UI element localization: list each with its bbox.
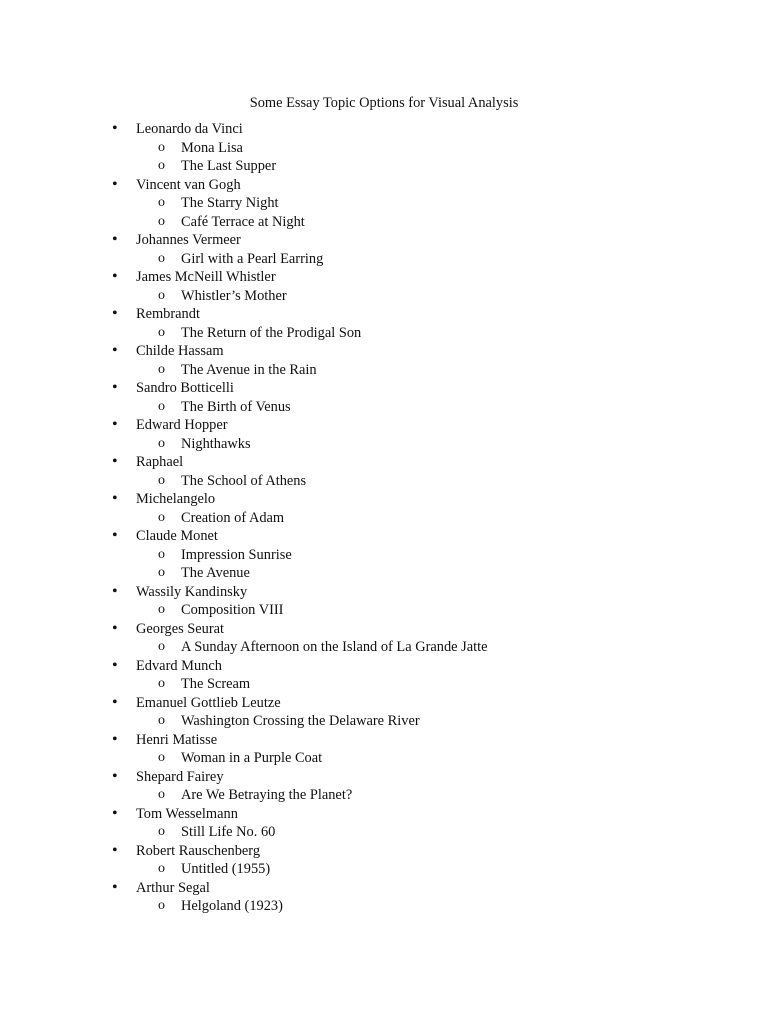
artist-item <box>0 842 768 879</box>
work-title: Composition VIII <box>181 602 284 618</box>
artist-item <box>0 805 768 842</box>
bullet-icon: • <box>112 693 118 711</box>
work-item <box>136 472 768 491</box>
artist-name: Claude Monet <box>136 528 218 544</box>
work-item <box>136 435 768 454</box>
works-list <box>136 823 768 842</box>
works-list <box>136 860 768 879</box>
bullet-icon: • <box>112 767 118 785</box>
bullet-icon: • <box>112 841 118 859</box>
works-list <box>136 509 768 528</box>
artist-name: Arthur Segal <box>136 879 210 896</box>
bullet-icon: • <box>112 231 118 248</box>
work-title: Creation of Adam <box>181 509 285 526</box>
works-list <box>136 398 768 417</box>
work-title: The Last Supper <box>181 158 277 174</box>
sub-bullet-icon: o <box>158 509 165 525</box>
bullet-icon: • <box>112 120 118 137</box>
artist-name: Vincent van Gogh <box>136 176 241 193</box>
artist-name: Wassily Kandinsky <box>136 583 248 600</box>
artist-item <box>0 768 768 805</box>
work-item <box>136 638 768 657</box>
sub-bullet-icon: o <box>158 898 165 913</box>
work-item <box>136 509 768 528</box>
work-title: Mona Lisa <box>181 139 243 156</box>
artist-item <box>0 620 768 657</box>
sub-bullet-icon: o <box>158 398 165 414</box>
bullet-icon: • <box>112 527 118 544</box>
artist-item <box>0 231 768 268</box>
work-title: Café Terrace at Night <box>181 213 305 230</box>
sub-bullet-icon: o <box>158 287 165 303</box>
work-title: The Avenue <box>181 565 250 581</box>
bullet-icon: • <box>112 416 118 433</box>
works-list <box>136 749 768 768</box>
artist-item <box>0 379 768 416</box>
work-title: Girl with a Pearl Earring <box>181 250 324 267</box>
work-item <box>136 213 768 232</box>
bullet-icon: • <box>112 582 118 600</box>
work-title: Woman in a Purple Coat <box>181 750 323 766</box>
work-item <box>136 712 768 731</box>
bullet-icon: • <box>112 619 118 637</box>
artist-item <box>0 305 768 342</box>
works-list <box>136 194 768 231</box>
work-item <box>136 601 768 620</box>
work-item <box>136 823 768 842</box>
work-item <box>136 564 768 583</box>
sub-bullet-icon: o <box>158 195 165 210</box>
works-list <box>136 287 768 306</box>
work-item <box>136 786 768 805</box>
page-title: Some Essay Topic Options for Visual Analysis <box>249 95 519 111</box>
artist-item <box>0 879 768 916</box>
works-list <box>136 601 768 620</box>
bullet-icon: • <box>112 175 118 193</box>
works-list <box>136 786 768 805</box>
bullet-icon: • <box>112 878 118 896</box>
artist-item <box>0 694 768 731</box>
work-title: Whistler’s Mother <box>181 287 287 304</box>
artist-name: Emanuel Gottlieb Leutze <box>136 694 281 711</box>
work-title: Washington Crossing the Delaware River <box>181 713 420 729</box>
sub-bullet-icon: o <box>158 787 165 802</box>
work-title: Helgoland (1923) <box>181 898 283 914</box>
work-item <box>136 287 768 306</box>
work-item <box>136 324 768 343</box>
artist-item <box>0 176 768 232</box>
artist-item <box>0 490 768 527</box>
work-title: Untitled (1955) <box>181 861 271 877</box>
sub-bullet-icon: o <box>158 676 165 691</box>
work-item <box>136 749 768 768</box>
works-list <box>136 638 768 657</box>
artist-name: Edward Hopper <box>136 417 228 433</box>
sub-bullet-icon: o <box>158 861 165 876</box>
bullet-icon: • <box>112 656 118 674</box>
works-list <box>136 250 768 269</box>
work-title: The School of Athens <box>181 472 307 489</box>
sub-bullet-icon: o <box>158 139 165 155</box>
sub-bullet-icon: o <box>158 250 165 266</box>
artist-name: Leonardo da Vinci <box>136 121 243 137</box>
sub-bullet-icon: o <box>158 824 165 839</box>
bullet-icon: • <box>112 305 118 322</box>
artist-item <box>0 453 768 490</box>
sub-bullet-icon: o <box>158 639 165 654</box>
sub-bullet-icon: o <box>158 472 165 488</box>
bullet-icon: • <box>112 730 118 748</box>
work-item <box>136 361 768 380</box>
artist-item <box>0 731 768 768</box>
artist-name: Childe Hassam <box>136 343 224 359</box>
sub-bullet-icon: o <box>158 324 165 340</box>
work-item <box>136 897 768 916</box>
work-item <box>136 250 768 269</box>
artist-name: Georges Seurat <box>136 620 225 637</box>
works-list <box>136 472 768 491</box>
work-item <box>136 139 768 158</box>
work-title: Are We Betraying the Planet? <box>181 787 353 803</box>
work-title: The Birth of Venus <box>181 398 291 415</box>
artist-name: Michelangelo <box>136 491 216 507</box>
bullet-icon: • <box>112 804 118 822</box>
work-item <box>136 675 768 694</box>
artist-item <box>0 583 768 620</box>
bullet-icon: • <box>112 453 118 470</box>
works-list <box>136 675 768 694</box>
artist-name: Shepard Fairey <box>136 768 224 785</box>
artist-name: James McNeill Whistler <box>136 269 276 285</box>
work-item <box>136 860 768 879</box>
sub-bullet-icon: o <box>158 435 165 451</box>
artist-item <box>0 527 768 583</box>
work-title: Nighthawks <box>181 435 251 452</box>
sub-bullet-icon: o <box>158 750 165 765</box>
artist-item <box>0 268 768 305</box>
artist-item <box>0 657 768 694</box>
work-item <box>136 194 768 213</box>
artist-item <box>0 416 768 453</box>
sub-bullet-icon: o <box>158 361 165 377</box>
work-title: The Starry Night <box>181 195 279 211</box>
work-title: A Sunday Afternoon on the Island of La Grande Jatte <box>181 639 488 655</box>
works-list <box>136 712 768 731</box>
artist-name: Edvard Munch <box>136 657 222 674</box>
sub-bullet-icon: o <box>158 213 165 229</box>
artist-name: Sandro Botticelli <box>136 380 234 396</box>
sub-bullet-icon: o <box>158 565 165 580</box>
bullet-icon: • <box>112 490 118 507</box>
works-list <box>136 897 768 916</box>
sub-bullet-icon: o <box>158 546 165 562</box>
work-item <box>136 398 768 417</box>
bullet-icon: • <box>112 379 118 396</box>
work-title: Impression Sunrise <box>181 546 292 563</box>
artist-name: Raphael <box>136 454 184 470</box>
work-title: The Avenue in the Rain <box>181 361 317 378</box>
works-list <box>136 361 768 380</box>
artist-name: Robert Rauschenberg <box>136 842 261 859</box>
work-item <box>136 157 768 176</box>
artist-name: Tom Wesselmann <box>136 805 238 822</box>
artist-name: Johannes Vermeer <box>136 232 241 248</box>
sub-bullet-icon: o <box>158 602 165 617</box>
artist-list <box>0 120 768 916</box>
sub-bullet-icon: o <box>158 713 165 728</box>
artist-name: Henri Matisse <box>136 731 218 748</box>
works-list <box>136 546 768 583</box>
work-title: The Return of the Prodigal Son <box>181 324 362 341</box>
work-title: The Scream <box>181 676 251 692</box>
bullet-icon: • <box>112 268 118 285</box>
artist-name: Rembrandt <box>136 306 200 322</box>
work-title: Still Life No. 60 <box>181 824 276 840</box>
bullet-icon: • <box>112 342 118 359</box>
sub-bullet-icon: o <box>158 158 165 173</box>
artist-item <box>0 120 768 176</box>
work-item <box>136 546 768 565</box>
works-list <box>136 324 768 343</box>
artist-item <box>0 342 768 379</box>
works-list <box>136 139 768 176</box>
works-list <box>136 435 768 454</box>
